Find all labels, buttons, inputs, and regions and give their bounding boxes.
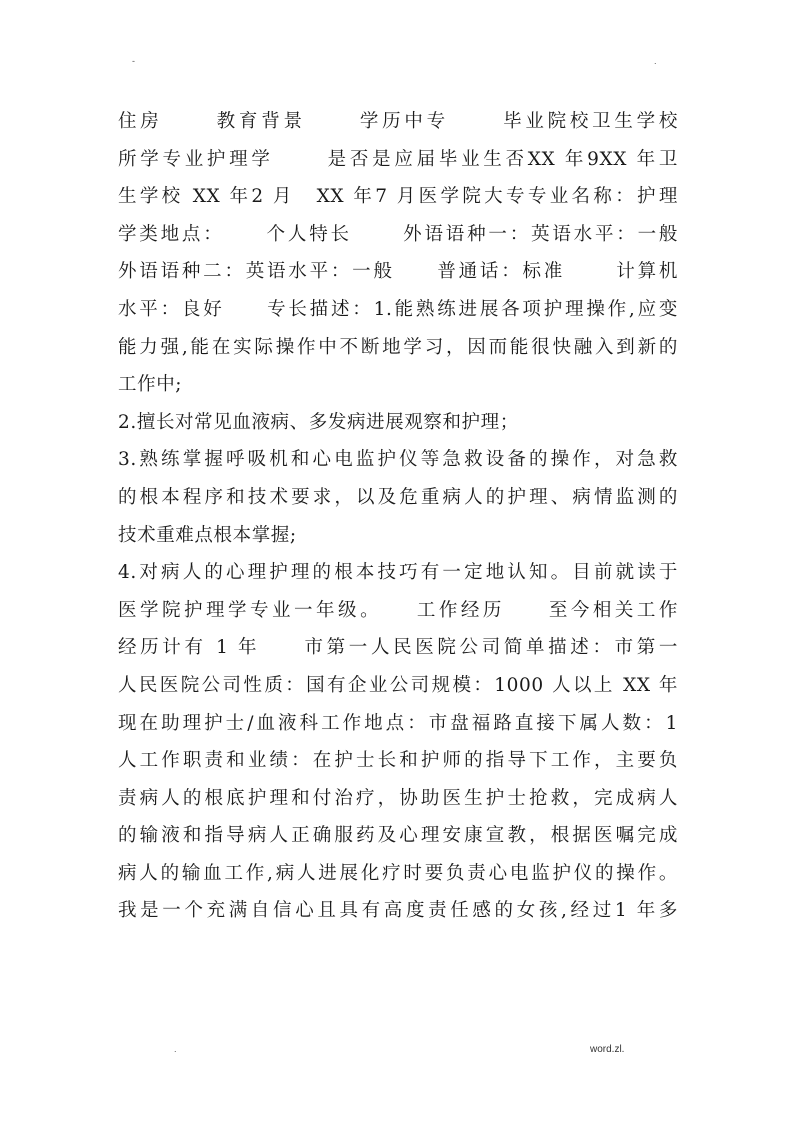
text-line: 技术重难点根本掌握; [118, 524, 297, 546]
text-line: 3.熟练掌握呼吸机和心电监护仪等急救设备的操作，对急救 [118, 449, 678, 471]
text-line: 所学专业护理学 是否是应届毕业生否XX 年9XX 年卫 [118, 148, 678, 170]
text-line: 病人的输血工作,病人进展化疗时要负责心电监护仪的操作。 [118, 862, 678, 884]
text-line: 外语语种二：英语水平：一般 普通话：标准 计算机 [118, 261, 678, 283]
text-line: 的输液和指导病人正确服药及心理安康宣教，根据医嘱完成 [118, 825, 678, 847]
text-line: 4.对病人的心理护理的根本技巧有一定地认知。目前就读于 [118, 562, 678, 584]
text-line: 学类地点： 个人特长 外语语种一：英语水平：一般 [118, 223, 678, 245]
resume-body-text [118, 103, 678, 930]
text-line: 人民医院公司性质：国有企业公司规模：1000 人以上 XX 年 [118, 674, 678, 696]
text-line: 2.擅长对常见血液病、多发病进展观察和护理； [118, 411, 519, 433]
text-line: 的根本程序和技术要求，以及危重病人的护理、病情监测的 [118, 486, 678, 508]
text-line: 能力强,能在实际操作中不断地学习，因而能很快融入到新的 [118, 336, 678, 358]
text-line: 医学院护理学专业一年级。 工作经历 至今相关工作 [118, 599, 678, 621]
footer-left-mark: . [174, 1044, 177, 1054]
text-line: 经历计有 1 年 市第一人民医院公司简单描述：市第一 [118, 637, 678, 659]
text-line: 水平：良好 专长描述：1.能熟练进展各项护理操作,应变 [118, 298, 678, 320]
text-line: 责病人的根底护理和付治疗，协助医生护士抢救，完成病人 [118, 787, 678, 809]
text-line: 工作中; [118, 374, 183, 396]
footer-source-label: word.zl. [590, 1044, 625, 1055]
text-line: 住房 教育背景 学历中专 毕业院校卫生学校 [118, 111, 678, 132]
header-left-mark: - [132, 56, 135, 66]
header-right-mark: . [654, 56, 657, 66]
text-line: 现在助理护士/血液科工作地点：市盘福路直接下属人数：1 [118, 712, 678, 734]
text-line: 我是一个充满自信心且具有高度责任感的女孩,经过1 年多 [118, 900, 678, 922]
text-line: 生学校 XX 年2 月 XX 年7 月医学院大专专业名称：护理 [118, 186, 678, 208]
text-line: 人工作职责和业绩：在护士长和护师的指导下工作，主要负 [118, 750, 678, 772]
